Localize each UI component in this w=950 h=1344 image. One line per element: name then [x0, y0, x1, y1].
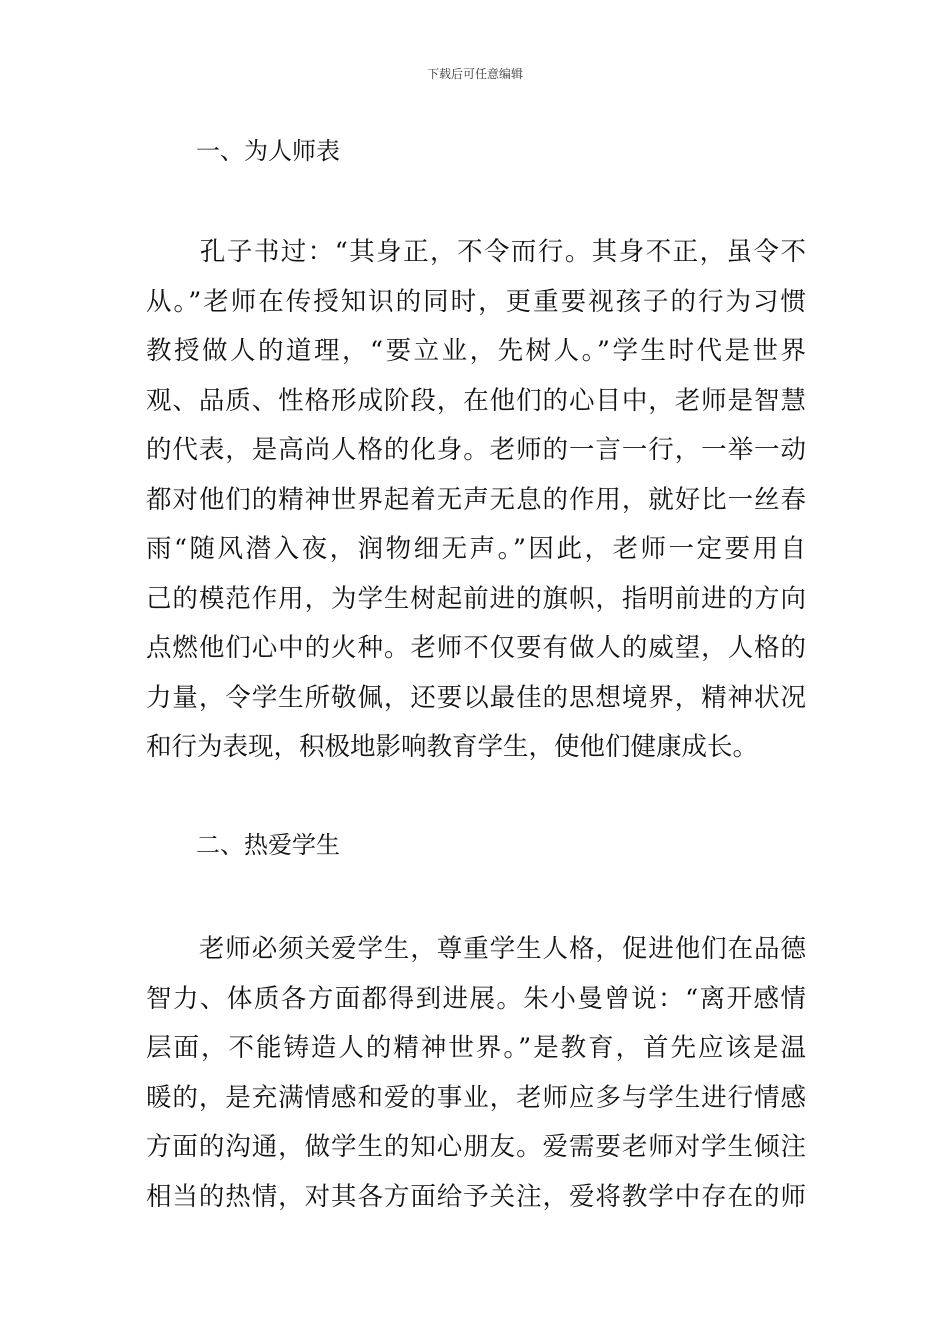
text-line: 己的模范作用，为学生树起前进的旗帜，指明前进的方向 [146, 583, 806, 614]
section-1-paragraph [146, 228, 806, 773]
section-2-paragraph [146, 925, 806, 1222]
text-line: 老师必须关爱学生，尊重学生人格，促进他们在品德 [146, 934, 806, 964]
text-line: 观、品质、性格形成阶段，在他们的心目中，老师是智慧 [146, 385, 806, 416]
text-line: 从。”老师在传授知识的同时，更重要视孩子的行为习惯 [146, 286, 806, 317]
page-header-note: 下载后可任意编辑 [426, 67, 523, 81]
section-heading-2: 二、热爱学生 [196, 831, 340, 859]
text-line: 教授做人的道理，“要立业，先树人。”学生时代是世界 [146, 336, 806, 366]
text-line: 方面的沟通，做学生的知心朋友。爱需要老师对学生倾注 [146, 1132, 806, 1162]
text-line: 的代表，是高尚人格的化身。老师的一言一行，一举一动 [146, 435, 806, 465]
text-line: 智力、体质各方面都得到进展。朱小曼曾说：“离开感情 [146, 983, 806, 1014]
text-line: 都对他们的精神世界起着无声无息的作用，就好比一丝春 [146, 484, 806, 515]
text-line: 暖的，是充满情感和爱的事业，老师应多与学生进行情感 [146, 1082, 806, 1113]
text-line: 相当的热情，对其各方面给予关注，爱将教学中存在的师 [146, 1181, 806, 1212]
section-heading-1: 一、为人师表 [196, 137, 340, 165]
text-line: 雨“随风潜入夜，润物细无声。”因此，老师一定要用自 [146, 534, 806, 564]
text-line: 孔子书过：“其身正，不令而行。其身不正，虽令不 [146, 237, 806, 267]
text-line: 点燃他们心中的火种。老师不仅要有做人的威望，人格的 [146, 633, 806, 663]
text-line: 和行为表现，积极地影响教育学生，使他们健康成长。 [146, 732, 759, 762]
text-line: 力量，令学生所敬佩，还要以最佳的思想境界，精神状况 [146, 682, 806, 713]
text-line: 层面，不能铸造人的精神世界。”是教育，首先应该是温 [146, 1033, 806, 1063]
